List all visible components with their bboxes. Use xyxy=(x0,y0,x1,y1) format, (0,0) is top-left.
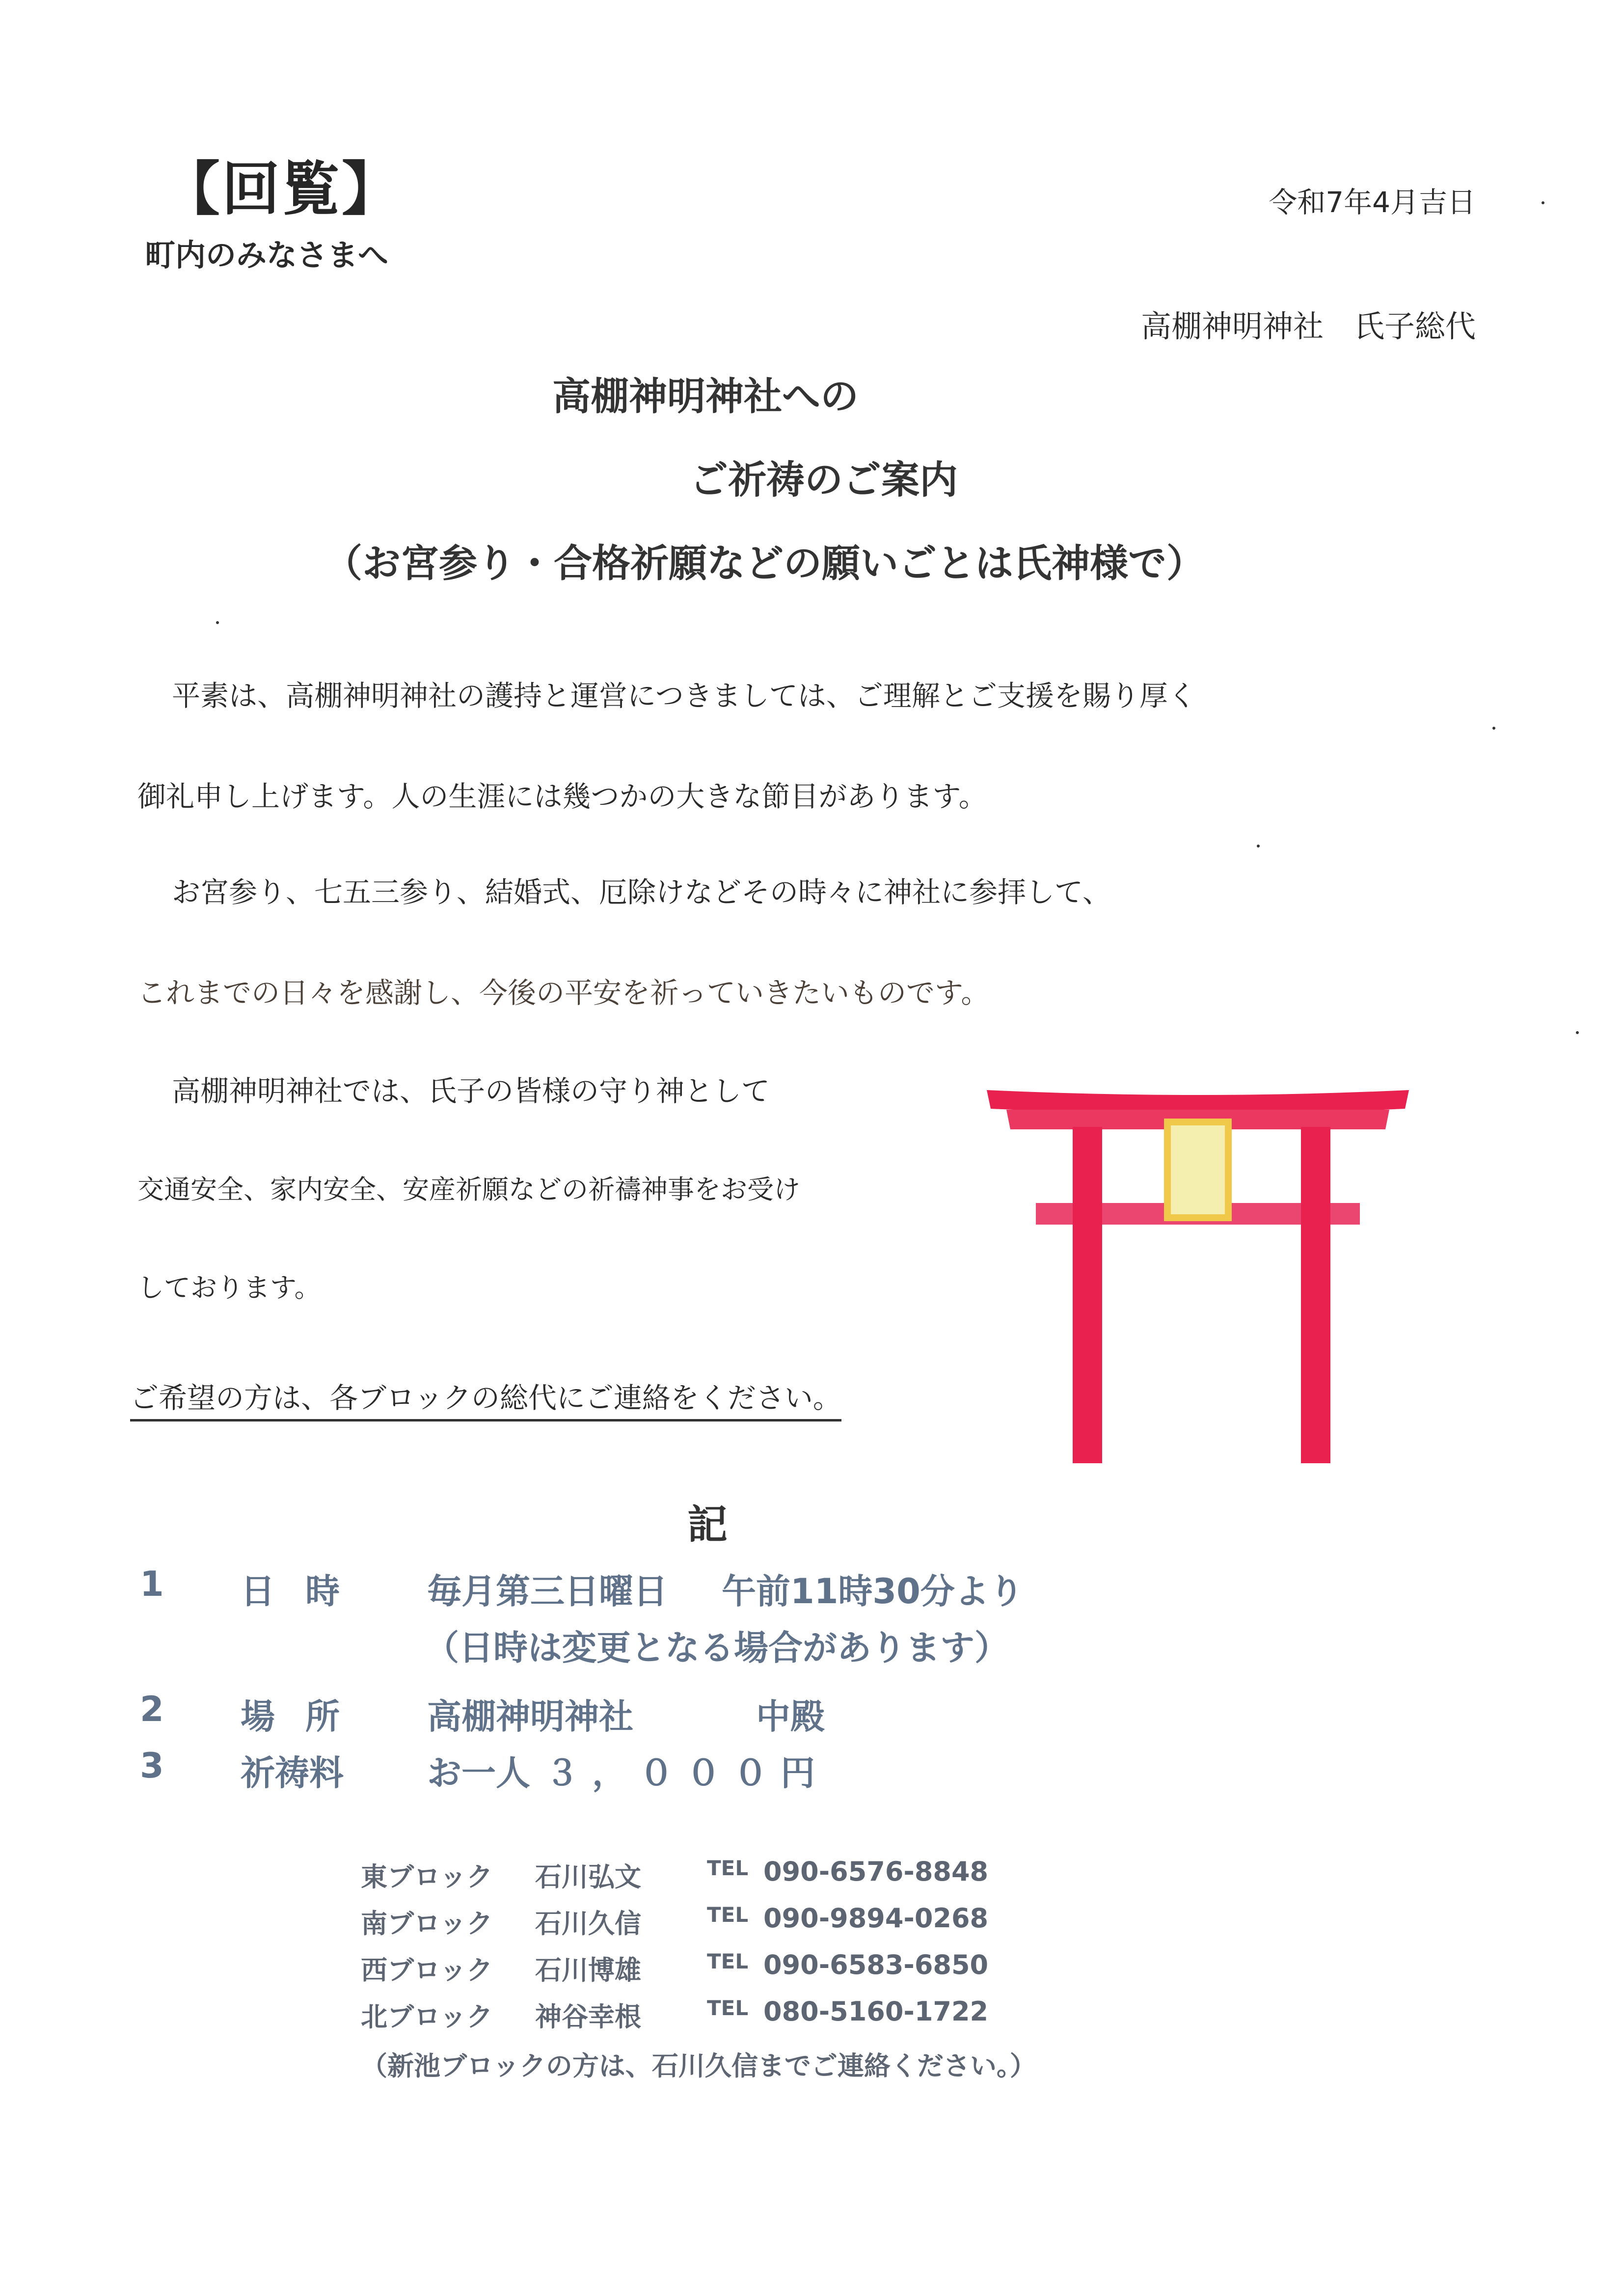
scan-speck xyxy=(1492,727,1495,730)
contact-block: 南ブロック xyxy=(361,1908,493,1939)
contact-name: 神谷幸根 xyxy=(535,2001,641,2032)
title-line-2: ご祈祷のご案内 xyxy=(690,458,958,502)
torii-left-pillar xyxy=(1073,1127,1102,1463)
detail-1-time: 午前11時30分より xyxy=(722,1571,1024,1612)
contacts-note: （新池ブロックの方は、石川久信までご連絡ください。） xyxy=(361,2050,1036,2081)
scan-speck xyxy=(1542,201,1544,204)
scan-speck xyxy=(216,621,219,624)
contact-name: 石川博雄 xyxy=(535,1955,641,1986)
title-line-3: （お宮参り・合格祈願などの願いごとは氏神様で） xyxy=(324,542,1205,586)
contact-name: 石川久信 xyxy=(535,1908,641,1939)
body-paragraph-1: 平素は、高棚神明神社の護持と運営につきましては、ご理解とご支援を賜り厚く xyxy=(172,679,1196,712)
detail-3-label: 祈祷料 xyxy=(241,1753,344,1793)
torii-plaque xyxy=(1167,1122,1228,1218)
contact-tel-label: TEL xyxy=(707,1996,749,2020)
contact-note: ご希望の方は、各ブロックの総代にご連絡をください。 xyxy=(130,1375,841,1421)
detail-2-value: 高棚神明神社 xyxy=(427,1696,633,1737)
detail-2-label: 場所 xyxy=(241,1696,370,1737)
body-paragraph-4: これまでの日々を感謝し、今後の平安を祈っていきたいものです。 xyxy=(137,976,990,1010)
scan-speck xyxy=(1257,845,1260,847)
scan-speck xyxy=(1576,1031,1579,1034)
record-heading: 記 xyxy=(687,1502,728,1548)
contact-block: 東ブロック xyxy=(361,1861,493,1892)
contact-tel-label: TEL xyxy=(707,1949,749,1973)
detail-1-number: 1 xyxy=(140,1564,164,1604)
contact-block: 北ブロック xyxy=(361,2001,493,2032)
contact-phone: 090-9894-0268 xyxy=(763,1903,989,1934)
body-paragraph-7: しております。 xyxy=(137,1272,321,1303)
issue-date: 令和7年4月吉日 xyxy=(1269,186,1476,219)
detail-1-value: 毎月第三日曜日 xyxy=(427,1571,668,1612)
detail-1-label: 日時 xyxy=(241,1571,370,1612)
contact-phone: 090-6576-8848 xyxy=(763,1856,989,1887)
contact-phone: 080-5160-1722 xyxy=(763,1996,989,2027)
contact-phone: 090-6583-6850 xyxy=(763,1949,989,1980)
detail-2-extra: 中殿 xyxy=(756,1696,825,1737)
torii-right-pillar xyxy=(1301,1127,1330,1463)
addressee: 町内のみなさまへ xyxy=(145,237,389,273)
contact-tel-label: TEL xyxy=(707,1903,749,1927)
detail-2-number: 2 xyxy=(140,1689,164,1729)
detail-3-value: お一人 xyxy=(427,1753,530,1793)
detail-3-number: 3 xyxy=(140,1746,164,1786)
contact-tel-label: TEL xyxy=(707,1856,749,1880)
detail-3-price: ３，０００円 xyxy=(545,1753,828,1793)
body-paragraph-5: 高棚神明神社では、氏子の皆様の守り神として xyxy=(172,1074,770,1108)
torii-gate-icon xyxy=(977,1080,1419,1475)
circulation-label: 【回覧】 xyxy=(162,155,402,223)
body-paragraph-2: 御礼申し上げます。人の生涯には幾つかの大きな節目があります。 xyxy=(137,780,987,813)
contact-block: 西ブロック xyxy=(361,1955,493,1986)
contact-name: 石川弘文 xyxy=(535,1861,641,1892)
title-line-1: 高棚神明神社への xyxy=(552,375,859,419)
sender: 高棚神明神社 氏子総代 xyxy=(1140,308,1476,344)
body-paragraph-3: お宮参り、七五三参り、結婚式、厄除けなどその時々に神社に参拝して、 xyxy=(172,875,1111,909)
detail-1-note: （日時は変更となる場合があります） xyxy=(425,1628,1009,1668)
body-paragraph-6: 交通安全、家内安全、安産祈願などの祈禱神事をお受け xyxy=(137,1174,800,1205)
